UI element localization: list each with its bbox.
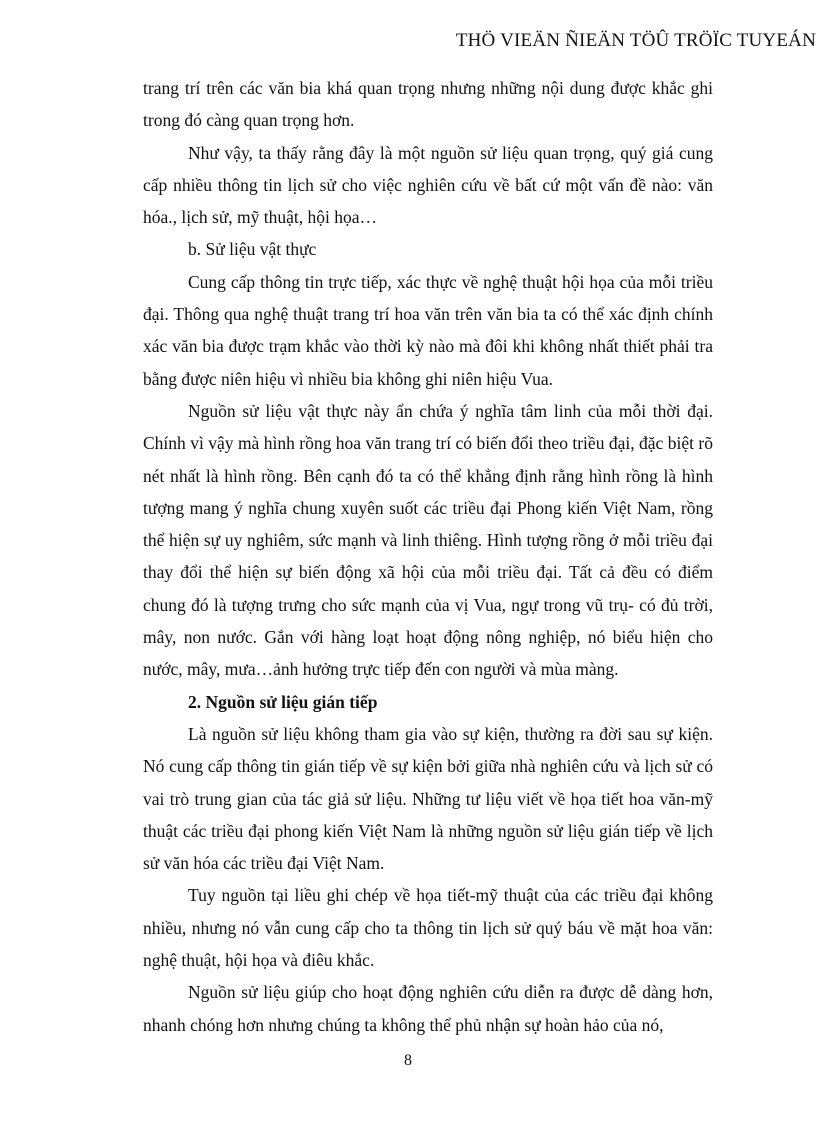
- document-body: [143, 72, 713, 1041]
- paragraph: Nguồn sử liệu vật thực này ẩn chứa ý nghĩa tâm linh của mỗi thời đại. Chính vì vậy mà hình rồng hoa văn trang trí có biến đổi theo triều đại, đặc biệt rõ nét nhất là hình rồng. Bên cạnh đó ta có thể khẳng định rằng hình rồng là hình tượng mang ý nghĩa chung xuyên suốt các triều đại Phong kiến Việt Nam, rồng thể hiện sự uy nghiêm, sức mạnh và linh thiêng. Hình tượng rồng ở mỗi triều đại thay đổi thể hiện sự biến động xã hội của mỗi triều đại. Tất cả đều có điểm chung đó là tượng trưng cho sức mạnh của vị Vua, ngự trong vũ trụ- có đủ trời, mây, non nước. Gắn với hàng loạt hoạt động nông nghiệp, nó biểu hiện cho nước, mây, mưa…ảnh hưởng trực tiếp đến con người và mùa màng.: [143, 400, 713, 680]
- section-heading: 2. Nguồn sử liệu gián tiếp: [188, 691, 378, 712]
- subheading: b. Sử liệu vật thực: [188, 239, 317, 260]
- running-header: THÖ VIEÄN ÑIEÄN TÖÛ TRÖÏC TUYEÁN: [455, 30, 816, 51]
- paragraph: Là nguồn sử liệu không tham gia vào sự kiện, thường ra đời sau sự kiện. Nó cung cấp thông tin gián tiếp về sự kiện bởi giữa nhà nghiên cứu và lịch sử có vai trò trung gian của tác giả sử liệu. Những tư liệu viết về họa tiết hoa văn-mỹ thuật các triều đại phong kiến Việt Nam là những nguồn sử liệu gián tiếp về lịch sử văn hóa các triều đại Việt Nam.: [143, 723, 713, 874]
- paragraph: Cung cấp thông tin trực tiếp, xác thực về nghệ thuật hội họa của mỗi triều đại. Thông qua nghệ thuật trang trí hoa văn trên văn bia ta có thể xác định chính xác văn bia được trạm khắc vào thời kỳ nào mà đôi khi không nhất thiết phải tra bằng được niên hiệu vì nhiều bia không ghi niên hiệu Vua.: [143, 271, 713, 389]
- paragraph: Tuy nguồn tại liều ghi chép về họa tiết-mỹ thuật của các triều đại không nhiều, nhưng nó vẫn cung cấp cho ta thông tin lịch sử quý báu về mặt hoa văn: nghệ thuật, hội họa và điêu khắc.: [143, 885, 713, 971]
- paragraph-continuation: trang trí trên các văn bia khá quan trọng nhưng những nội dung được khắc ghi trong đó càng quan trọng hơn.: [143, 78, 713, 131]
- page-number: 8: [404, 1052, 412, 1069]
- paragraph: Như vậy, ta thấy rằng đây là một nguồn sử liệu quan trọng, quý giá cung cấp nhiều thông tin lịch sử cho việc nghiên cứu về bất cứ một vấn đề nào: văn hóa., lịch sử, mỹ thuật, hội họa…: [143, 142, 713, 228]
- paragraph: Nguồn sử liệu giúp cho hoạt động nghiên cứu diễn ra được dễ dàng hơn, nhanh chóng hơn nhưng chúng ta không thể phủ nhận sự hoàn hảo của nó,: [143, 982, 713, 1035]
